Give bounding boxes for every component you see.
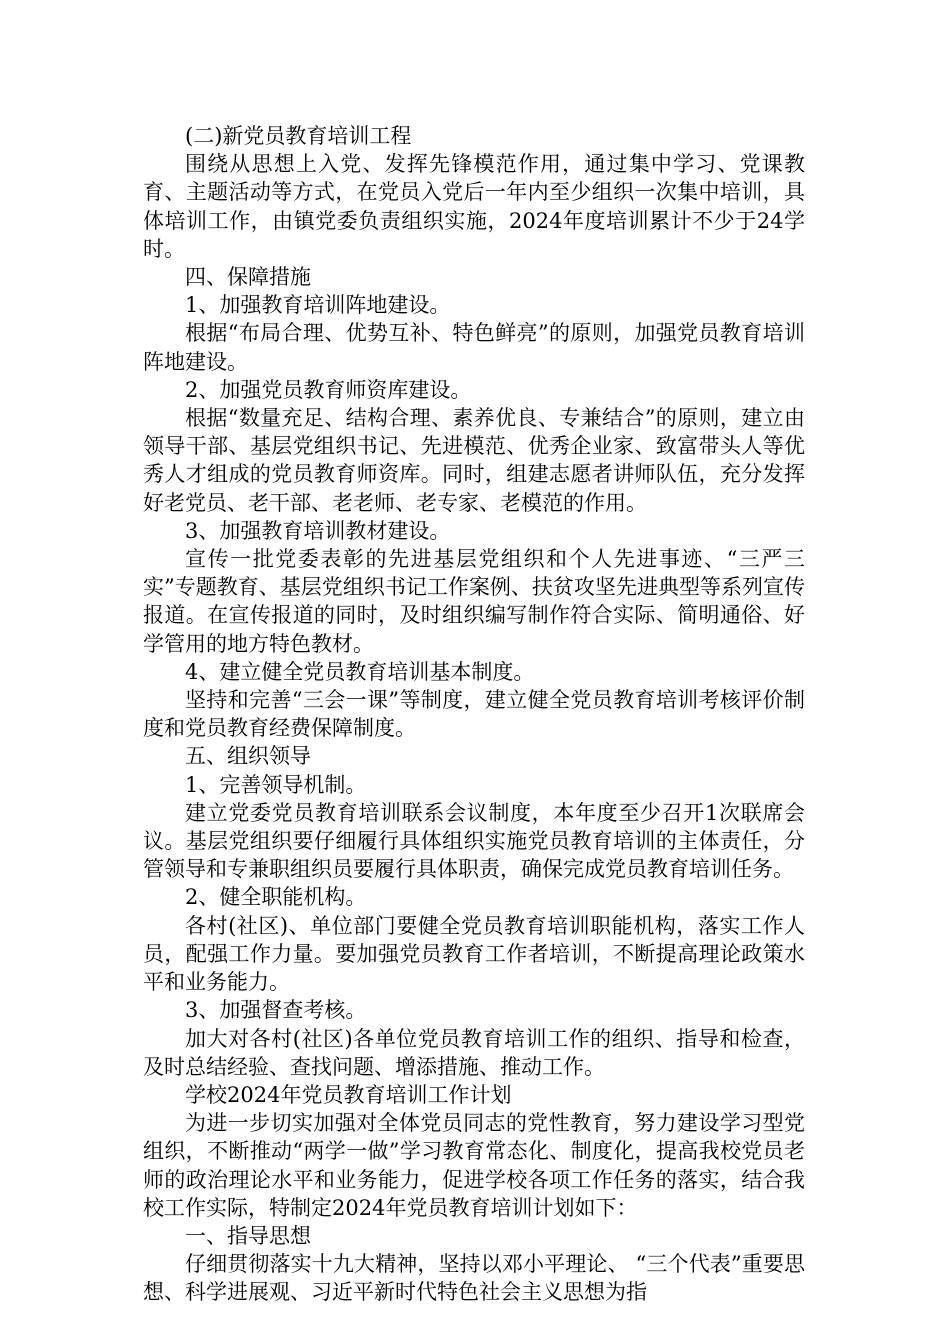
body-paragraph: 根据“数量充足、结构合理、素养优良、专兼结合”的原则，建立由领导干部、基层党组织书记、先进模范、优秀企业家、致富带头人等优秀人才组成的党员教育师资库。同时，组建志愿者讲师队伍，充分发挥好老党员、老干部、老老师、老专家、老模范的作用。: [143, 406, 805, 515]
body-paragraph: 根据“布局合理、优势互补、特色鲜亮”的原则，加强党员教育培训阵地建设。: [143, 321, 805, 374]
section-heading: (二)新党员教育培训工程: [185, 124, 412, 148]
body-paragraph: 宣传一批党委表彰的先进基层党组织和个人先进事迹、“三严三实”专题教育、基层党组织书记工作案例、扶贫攻坚先进典型等系列宣传报道。在宣传报道的同时，及时组织编写制作符合实际、简明通俗、好学管用的地方特色教材。: [143, 547, 805, 656]
subsection-heading: 4、建立健全党员教育培训基本制度。: [185, 659, 535, 684]
subsection-heading: 1、完善领导机制。: [185, 772, 367, 797]
document-body: [143, 122, 805, 1307]
document-title: 学校2024年党员教育培训工作计划: [185, 1082, 512, 1107]
body-paragraph: 为进一步切实加强对全体党员同志的党性教育，努力建设学习型党组织，不断推动“两学一做”学习教育常态化、制度化，提高我校党员老师的政治理论水平和业务能力，促进学校各项工作任务的落实，结合我校工作实际，特制定2024年党员教育培训计划如下：: [143, 1111, 805, 1220]
subsection-heading: 2、加强党员教育师资库建设。: [185, 377, 472, 402]
body-paragraph: 仔细贯彻落实十九大精神，坚持以邓小平理论、 “三个代表”重要思想、科学进展观、习近平新时代特色社会主义思想为指: [143, 1252, 805, 1305]
subsection-heading: 1、加强教育培训阵地建设。: [185, 293, 451, 318]
section-heading: 五、组织领导: [185, 744, 311, 769]
subsection-heading: 3、加强督查考核。: [185, 998, 367, 1023]
section-heading: 四、保障措施: [185, 265, 311, 290]
body-paragraph: 围绕从思想上入党、发挥先锋模范作用，通过集中学习、党课教育、主题活动等方式，在党员入党后一年内至少组织一次集中培训，具体培训工作，由镇党委负责组织实施，2024年度培训累计不少于24学时。: [143, 152, 805, 261]
body-paragraph: 各村(社区)、单位部门要健全党员教育培训职能机构，落实工作人员，配强工作力量。要加强党员教育工作者培训，不断提高理论政策水平和业务能力。: [143, 913, 805, 995]
subsection-heading: 3、加强教育培训教材建设。: [185, 518, 451, 543]
body-paragraph: 建立党委党员教育培训联系会议制度，本年度至少召开1次联席会议。基层党组织要仔细履行具体组织实施党员教育培训的主体责任，分管领导和专兼职组织员要履行具体职责，确保完成党员教育培训任务。: [143, 800, 805, 882]
section-heading: 一、指导思想: [185, 1223, 311, 1248]
subsection-heading: 2、健全职能机构。: [185, 885, 367, 910]
body-paragraph: 坚持和完善“三会一课”等制度，建立健全党员教育培训考核评价制度和党员教育经费保障制度。: [143, 688, 805, 741]
body-paragraph: 加大对各村(社区)各单位党员教育培训工作的组织、指导和检查，及时总结经验、查找问题、增添措施、推动工作。: [143, 1026, 805, 1079]
